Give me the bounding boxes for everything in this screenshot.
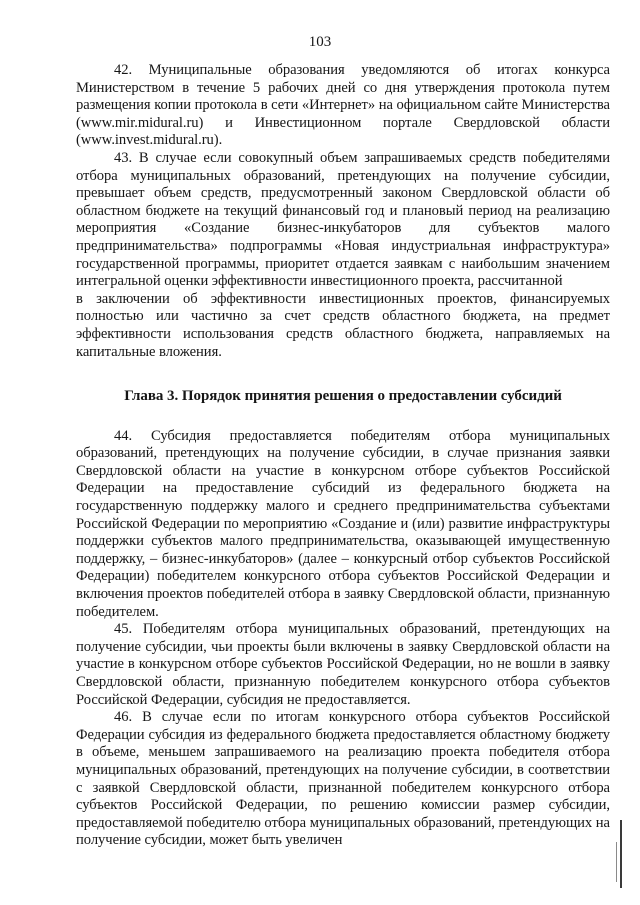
- document-body: [76, 62, 610, 850]
- scan-edge-mark: [620, 820, 622, 888]
- paragraph-43-continued: в заключении об эффективности инвестиционных проектов, финансируемых полностью или частично за счет средств областного бюджета, на предмет эффективности использования средств областного бюджета, направляемых на капитальные вложения.: [76, 290, 610, 360]
- paragraph-43: 43. В случае если совокупный объем запрашиваемых средств победителями отбора муниципальных образований, претендующих на получение субсидии, превышает объем средств, предусмотренный законом Свердловской области об областном бюджете на текущий финансовый год и плановый период на реализацию мероприятия «Создание бизнес-инкубаторов для субъектов малого предпринимательства» подпрограммы «Новая индустриальная инфраструктура» государственной программы, приоритет отдается заявкам с наибольшим значением интегральной оценки эффективности инвестиционного проекта, рассчитанной: [76, 149, 610, 290]
- page-number: 103: [308, 34, 332, 50]
- paragraph-45: 45. Победителям отбора муниципальных образований, претендующих на получение субсидии, чьи проекты были включены в заявку Свердловской области на участие в конкурсном отборе субъектов Российской Федерации, но не вошли в заявку Свердловской области, признанную победителем конкурсного отбора субъектов Российской Федерации, субсидия не предоставляется.: [76, 621, 610, 708]
- paragraph-44: 44. Субсидия предоставляется победителям отбора муниципальных образований, претендующих на получение субсидии, в случае признания заявки Свердловской области на участие в конкурсном отборе субъектов Российской Федерации на предоставление субсидий из федерального бюджета на государственную поддержку малого и среднего предпринимательства субъектами Российской Федерации по мероприятию «Создание и (или) развитие инфраструктуры поддержки субъектов малого предпринимательства, оказывающей имущественную поддержку, – бизнес-инкубаторов» (далее – конкурсный отбор субъектов Российской Федерации) победителем конкурсного отбора субъектов Российской Федерации и включения проектов победителей отбора в заявку Свердловской области, признанную победителем.: [76, 427, 610, 620]
- paragraph-42: 42. Муниципальные образования уведомляются об итогах конкурса Министерством в течение 5 рабочих дней со дня утверждения протокола путем размещения копии протокола в сети «Интернет» на официальном сайте Министерства (www.mir.midural.ru) и Инвестиционном портале Свердловской области (www.invest.midural.ru).: [76, 62, 610, 149]
- scan-edge-mark-secondary: [616, 842, 617, 882]
- paragraph-46: 46. В случае если по итогам конкурсного отбора субъектов Российской Федерации субсидия из федерального бюджета предоставляется областному бюджету в объеме, меньшем запрашиваемого на реализацию проекта победителя отбора муниципальных образований, претендующих на получение субсидии, в соответствии с заявкой Свердловской области, признанной победителем конкурсного отбора субъектов Российской Федерации, по решению комиссии размер субсидии, предоставляемой победителю отбора муниципальных образований, претендующих на получение субсидии, может быть увеличен: [76, 709, 610, 849]
- chapter-title: Глава 3. Порядок принятия решения о предоставлении субсидий: [124, 388, 562, 405]
